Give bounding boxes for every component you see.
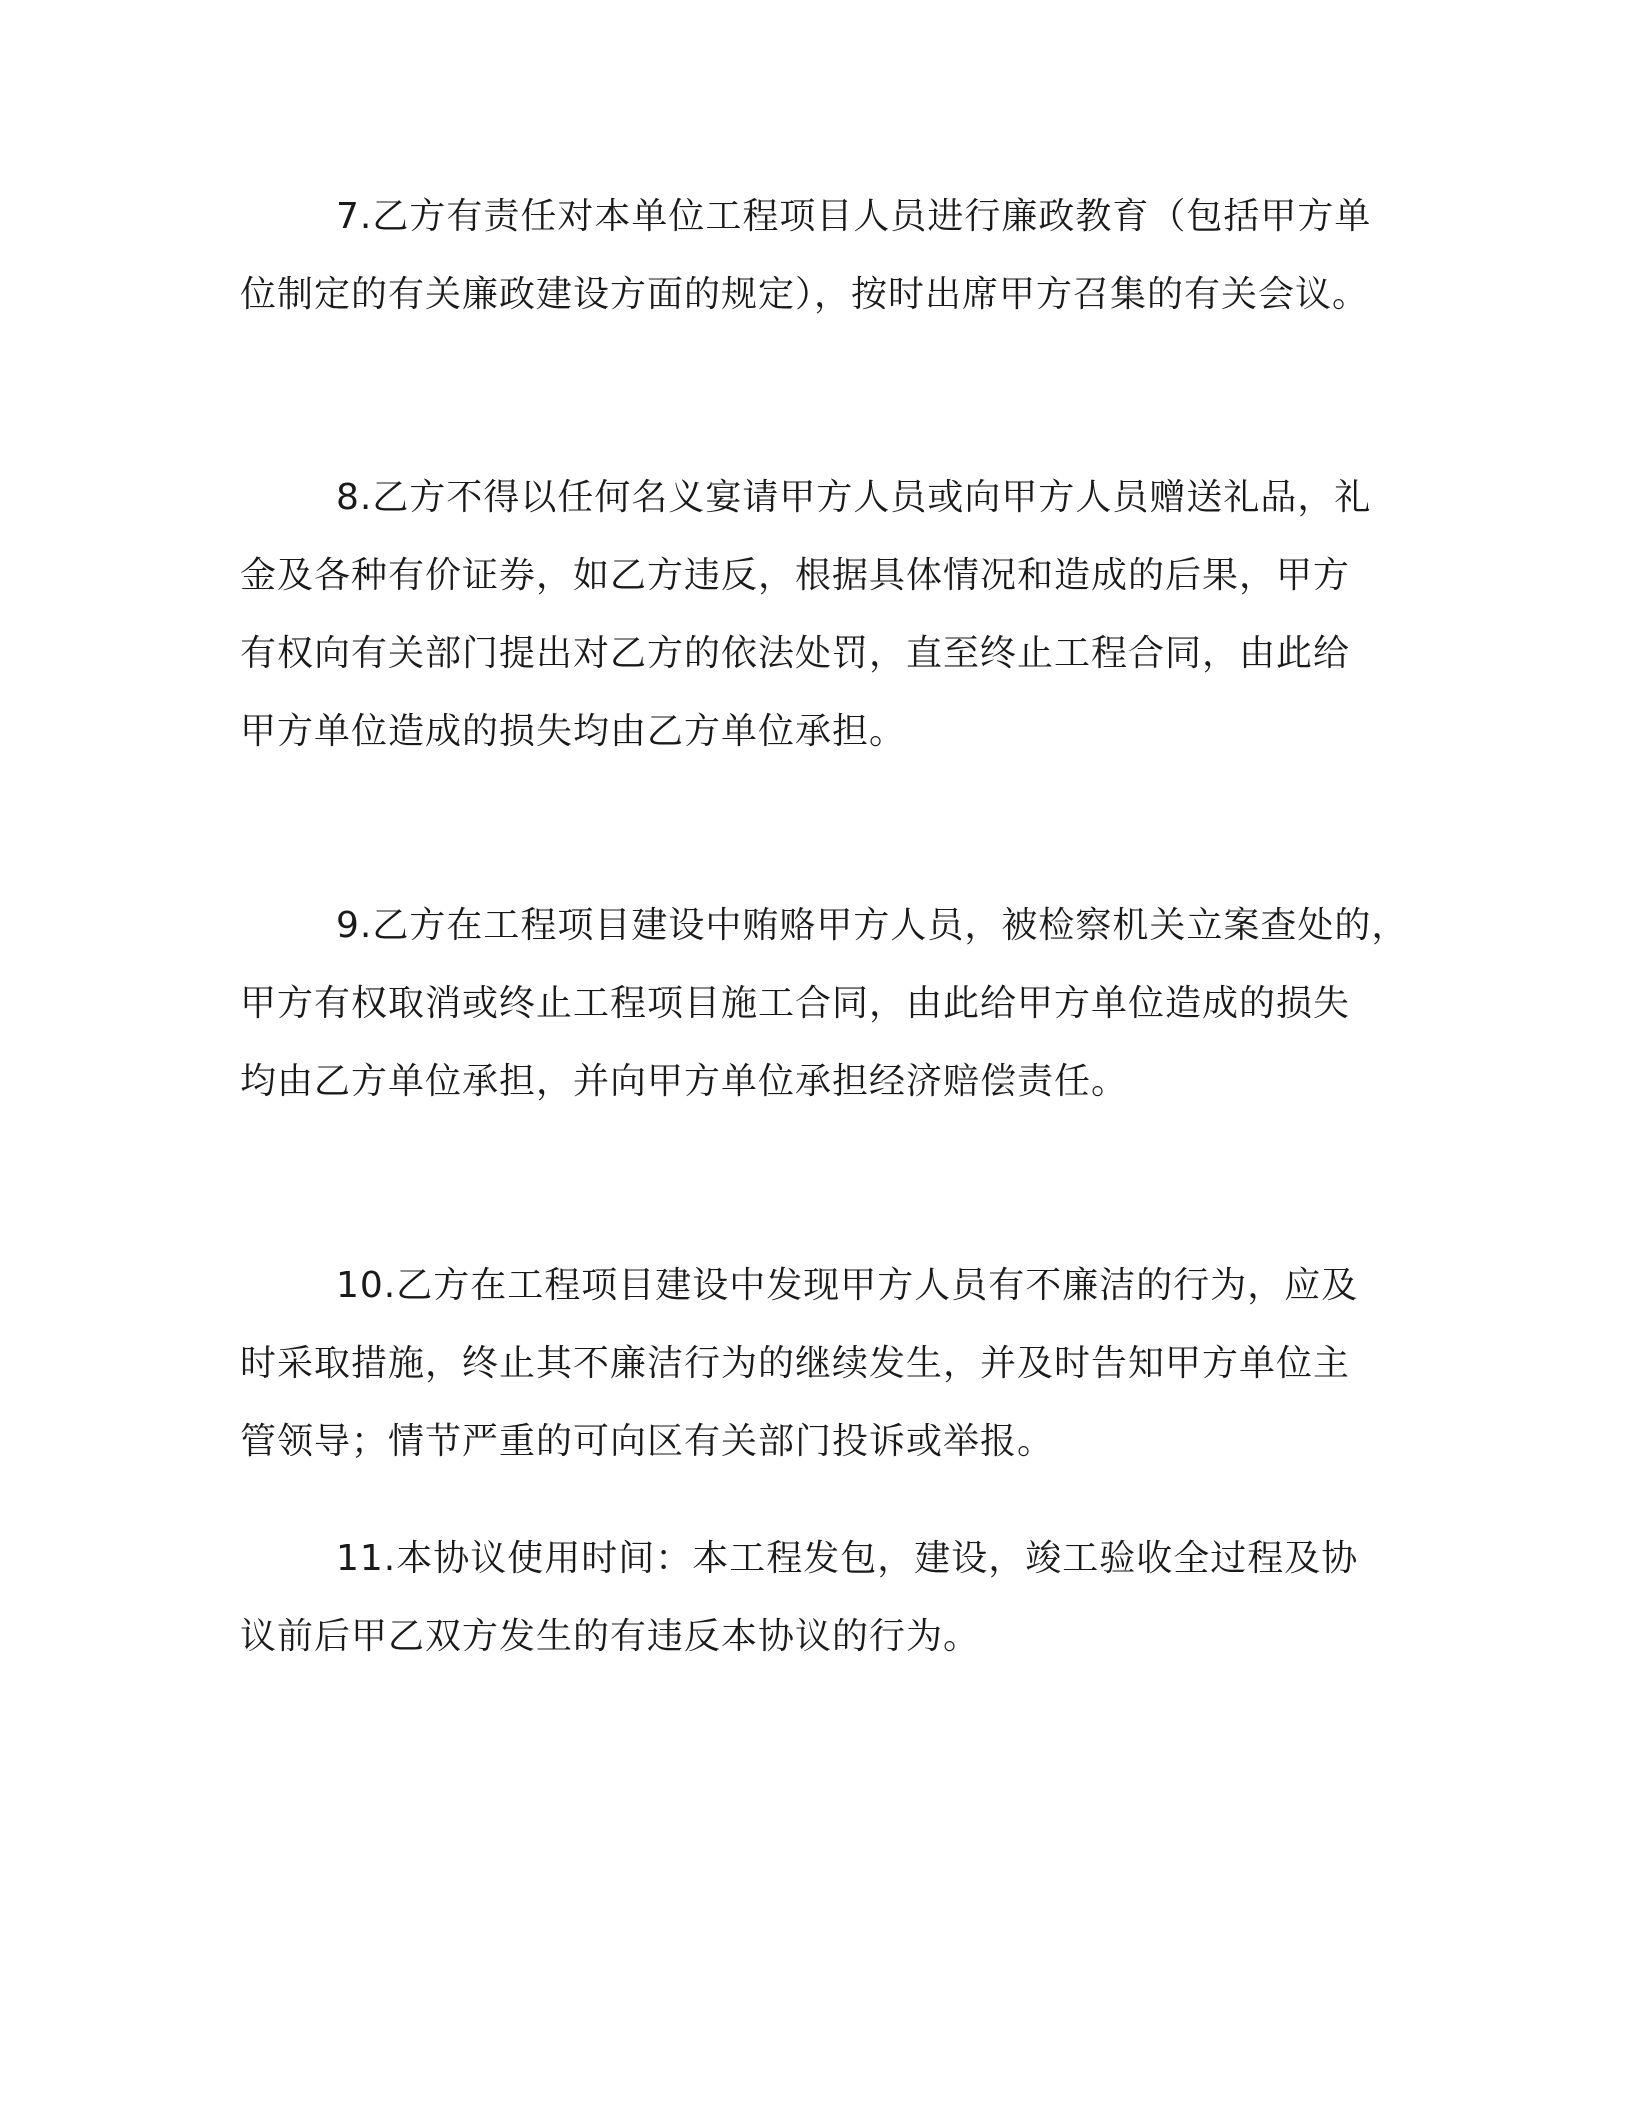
- clause-10: [240, 1247, 1390, 1481]
- clause-line: 有权向有关部门提出对乙方的依法处罚，直至终止工程合同，由此给: [240, 633, 1351, 674]
- clause-line: 7.乙方有责任对本单位工程项目人员进行廉政教育（包括甲方单: [336, 196, 1372, 237]
- clause-line: 位制定的有关廉政建设方面的规定），按时出席甲方召集的有关会议。: [240, 274, 1370, 315]
- clause-line: 时采取措施，终止其不廉洁行为的继续发生，并及时告知甲方单位主: [240, 1343, 1351, 1384]
- clause-line: 10.乙方在工程项目建设中发现甲方人员有不廉洁的行为，应及: [336, 1265, 1359, 1306]
- clause-line: 甲方单位造成的损失均由乙方单位承担。: [240, 711, 907, 752]
- clause-line: 甲方有权取消或终止工程项目施工合同，由此给甲方单位造成的损失: [240, 983, 1351, 1024]
- clause-line: 金及各种有价证券，如乙方违反，根据具体情况和造成的后果，甲方: [240, 555, 1351, 596]
- clause-line: 11.本协议使用时间：本工程发包，建设，竣工验收全过程及协: [336, 1538, 1359, 1579]
- clause-9: [240, 887, 1409, 1121]
- clause-line: 8.乙方不得以任何名义宴请甲方人员或向甲方人员赠送礼品，礼: [336, 477, 1372, 518]
- clause-line: 9.乙方在工程项目建设中贿赂甲方人员，被检察机关立案查处的，: [336, 905, 1409, 946]
- clause-7: [240, 178, 1390, 334]
- clause-line: 管领导；情节严重的可向区有关部门投诉或举报。: [240, 1421, 1055, 1462]
- clause-line: 均由乙方单位承担，并向甲方单位承担经济赔偿责任。: [240, 1061, 1129, 1102]
- clause-8: [240, 459, 1390, 771]
- clause-11: [240, 1520, 1390, 1676]
- clause-line: 议前后甲乙双方发生的有违反本协议的行为。: [240, 1616, 981, 1657]
